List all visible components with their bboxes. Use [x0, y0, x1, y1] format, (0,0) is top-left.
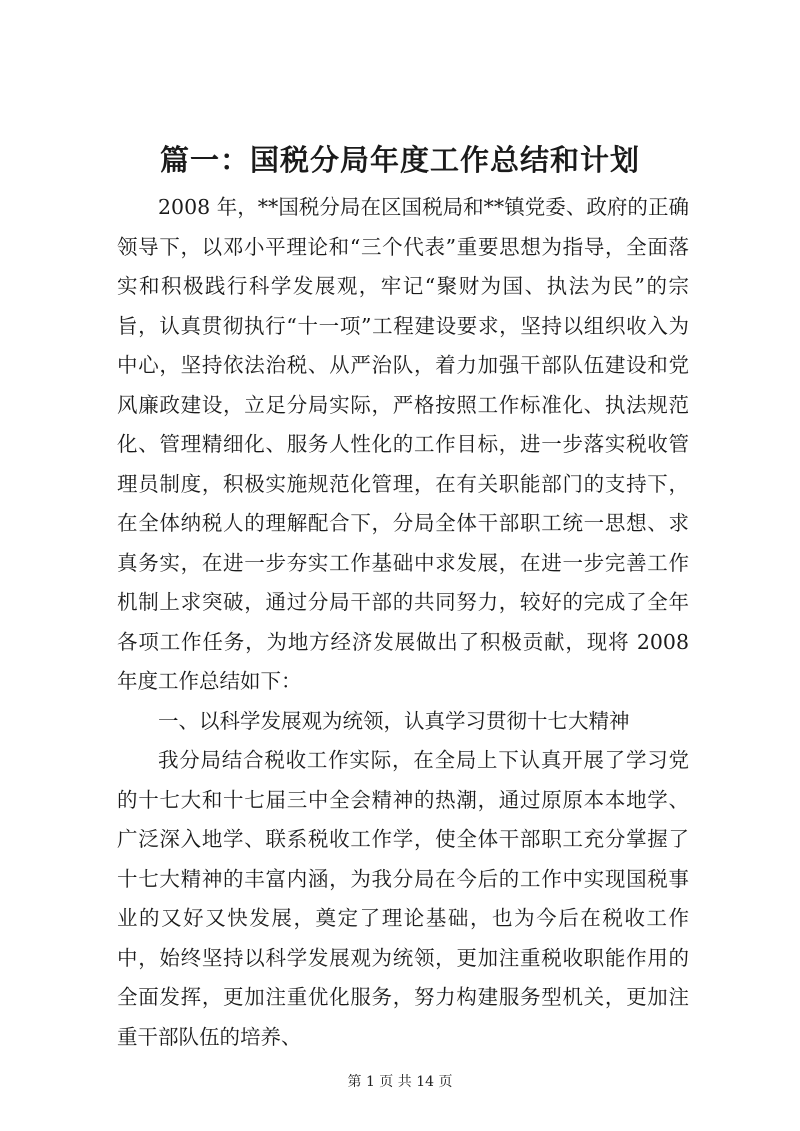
document-title: 篇一：国税分局年度工作总结和计划	[159, 143, 640, 177]
document-body	[117, 188, 689, 1057]
paragraph-section-1: 我分局结合税收工作实际，在全局上下认真开展了学习党的十七大和十七届三中全会精神的热潮，通过原原本本地学、广泛深入地学、联系税收工作学，使全体干部职工充分掌握了十七大精神的丰富内涵，为我分局在今后的工作中实现国税事业的又好又快发展，奠定了理论基础，也为今后在税收工作中，始终坚持以科学发展观为统领，更加注重税收职能作用的全面发挥，更加注重优化服务，努力构建服务型机关，更加注重干部队伍的培养、	[117, 748, 689, 1049]
paragraph-intro: 2008 年，**国税分局在区国税局和**镇党委、政府的正确领导下，以邓小平理论和“三个代表”重要思想为指导，全面落实和积极践行科学发展观，牢记“聚财为国、执法为民”的宗旨，认真贯彻执行“十一项”工程建设要求，坚持以组织收入为中心，坚持依法治税、从严治队，着力加强干部队伍建设和党风廉政建设，立足分局实际，严格按照工作标准化、执法规范化、管理精细化、服务人性化的工作目标，进一步落实税收管理员制度，积极实施规范化管理，在有关职能部门的支持下，在全体纳税人的理解配合下，分局全体干部职工统一思想、求真务实，在进一步夯实工作基础中求发展，在进一步完善工作机制上求突破，通过分局干部的共同努力，较好的完成了全年各项工作任务，为地方经济发展做出了积极贡献，现将 2008 年度工作总结如下：	[117, 195, 689, 693]
section-heading-1: 一、以科学发展观为统领，认真学习贯彻十七大精神	[158, 708, 630, 733]
page-footer: 第 1 页 共 14 页	[347, 1074, 453, 1090]
